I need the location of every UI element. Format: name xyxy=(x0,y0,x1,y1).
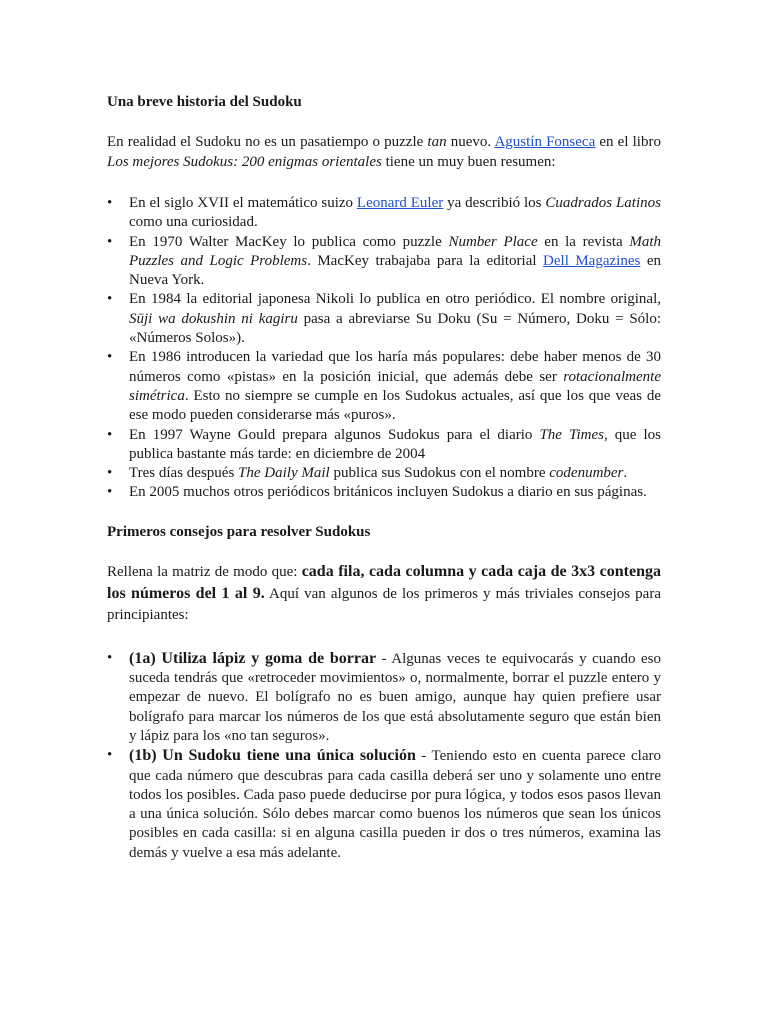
text: . MacKey trabajaba para la editorial xyxy=(307,252,544,269)
history-intro-paragraph xyxy=(107,132,661,172)
text: en la revista xyxy=(537,233,630,250)
emphasis: Sūji wa dokushin ni kagiru xyxy=(129,310,298,327)
text: . Esto no siempre se cumple en los Sudokus actuales, así que los que veas de ese modo pueden considerarse más «puros». xyxy=(129,387,661,424)
text: En realidad el Sudoku no es un pasatiempo o puzzle xyxy=(107,134,428,150)
text: En el siglo XVII el matemático suizo xyxy=(129,195,357,211)
rules-intro-paragraph xyxy=(107,561,661,626)
link-leonard-euler[interactable]: Leonard Euler xyxy=(356,195,444,211)
list-item xyxy=(107,426,661,465)
link-dell-magazines[interactable]: Dell Magazines xyxy=(543,252,641,269)
text: ya describió los xyxy=(443,195,546,211)
text: En 1984 la editorial japonesa Nikoli lo publica en otro periódico. El nombre original, xyxy=(129,291,661,308)
text: Tres días después xyxy=(129,465,239,482)
text: publica sus Sudokus con el nombre xyxy=(329,465,550,482)
tip-text: - Teniendo esto en cuenta parece claro que cada número que descubras para cada casilla deberá ser uno y solamente uno entre todos los posibles. Cada paso puede deducirse por pura lógica, y todos esos pasos llevan a una única solución. Sólo debes marcar como buenos los números que sean los únicos posibles en cada casilla: si en alguna casilla pueden ir dos o tres números, examina las demás y vuelve a esa más adelante. xyxy=(129,748,662,861)
text: En 1986 introducen la variedad que los haría más populares: debe haber menos de 30 números como «pistas» en la posición inicial, que además debe ser xyxy=(129,349,661,385)
emphasis: tan xyxy=(427,134,447,150)
text: En 2005 muchos otros periódicos británicos incluyen Sudokus a diario en sus páginas. xyxy=(129,484,647,501)
tip-text: - Algunas veces te equivocarás y cuando eso suceda tendrás que «retroceder movimientos» o, normalmente, borrar el puzzle entero y empezar de nuevo. El bolígrafo no es buen amigo, aunque hay quien prefiere usar bolígrafo para marcar los números de los que está absolutamente seguro que están bien y lápiz para los «no tan seguros». xyxy=(129,650,661,744)
tips-list xyxy=(107,649,661,863)
emphasis: The Daily Mail xyxy=(238,465,330,482)
text: nuevo. xyxy=(446,134,495,150)
document-page xyxy=(107,88,661,863)
emphasis: codenumber xyxy=(549,465,624,482)
section-title-history: Una breve historia del Sudoku xyxy=(107,94,302,110)
history-list xyxy=(107,194,661,503)
list-item xyxy=(107,194,661,233)
text: en el libro xyxy=(595,134,661,150)
book-title: Los mejores Sudokus: 200 enigmas orientales xyxy=(107,154,382,170)
text: que los publica bastante más tarde: en diciembre de 2004 xyxy=(129,426,662,462)
emphasis: Cuadrados Latinos xyxy=(545,195,661,211)
emphasis: The Times, xyxy=(539,426,608,443)
emphasis: Math Puzzles and Logic Problems xyxy=(129,233,662,269)
tip-label: (1a) Utiliza lápiz y goma de borrar xyxy=(129,649,377,667)
list-item xyxy=(107,233,661,291)
tip-item xyxy=(107,649,661,746)
section-title-tips: Primeros consejos para resolver Sudokus xyxy=(107,523,371,540)
text: tiene un muy buen resumen: xyxy=(381,154,556,170)
text: pasa a abreviarse Su Doku (Su = Número, Doku = Sólo: «Números Solos»). xyxy=(129,310,661,347)
emphasis: Number Place xyxy=(448,233,538,250)
list-item xyxy=(107,483,661,502)
tip-label: (1b) Un Sudoku tiene una única solución xyxy=(129,747,416,765)
list-item xyxy=(107,464,661,483)
text: Aquí van algunos de los primeros y más triviales consejos para principiantes: xyxy=(107,585,661,623)
text: En 1997 Wayne Gould prepara algunos Sudokus para el diario xyxy=(129,426,540,443)
list-item xyxy=(107,290,661,348)
text: . xyxy=(623,465,628,482)
rule-highlight: cada fila, cada columna y cada caja de 3x3 contenga los números del 1 al 9. xyxy=(107,562,661,602)
list-item xyxy=(107,348,661,425)
link-agustin-fonseca[interactable]: Agustín Fonseca xyxy=(494,134,596,150)
emphasis: rotacionalmente simétrica xyxy=(129,368,661,404)
text: Rellena la matriz de modo que: xyxy=(107,563,302,580)
tip-item xyxy=(107,746,661,863)
text: como una curiosidad. xyxy=(129,214,258,231)
text: en Nueva York. xyxy=(129,252,661,289)
text: En 1970 Walter MacKey lo publica como puzzle xyxy=(129,233,449,250)
